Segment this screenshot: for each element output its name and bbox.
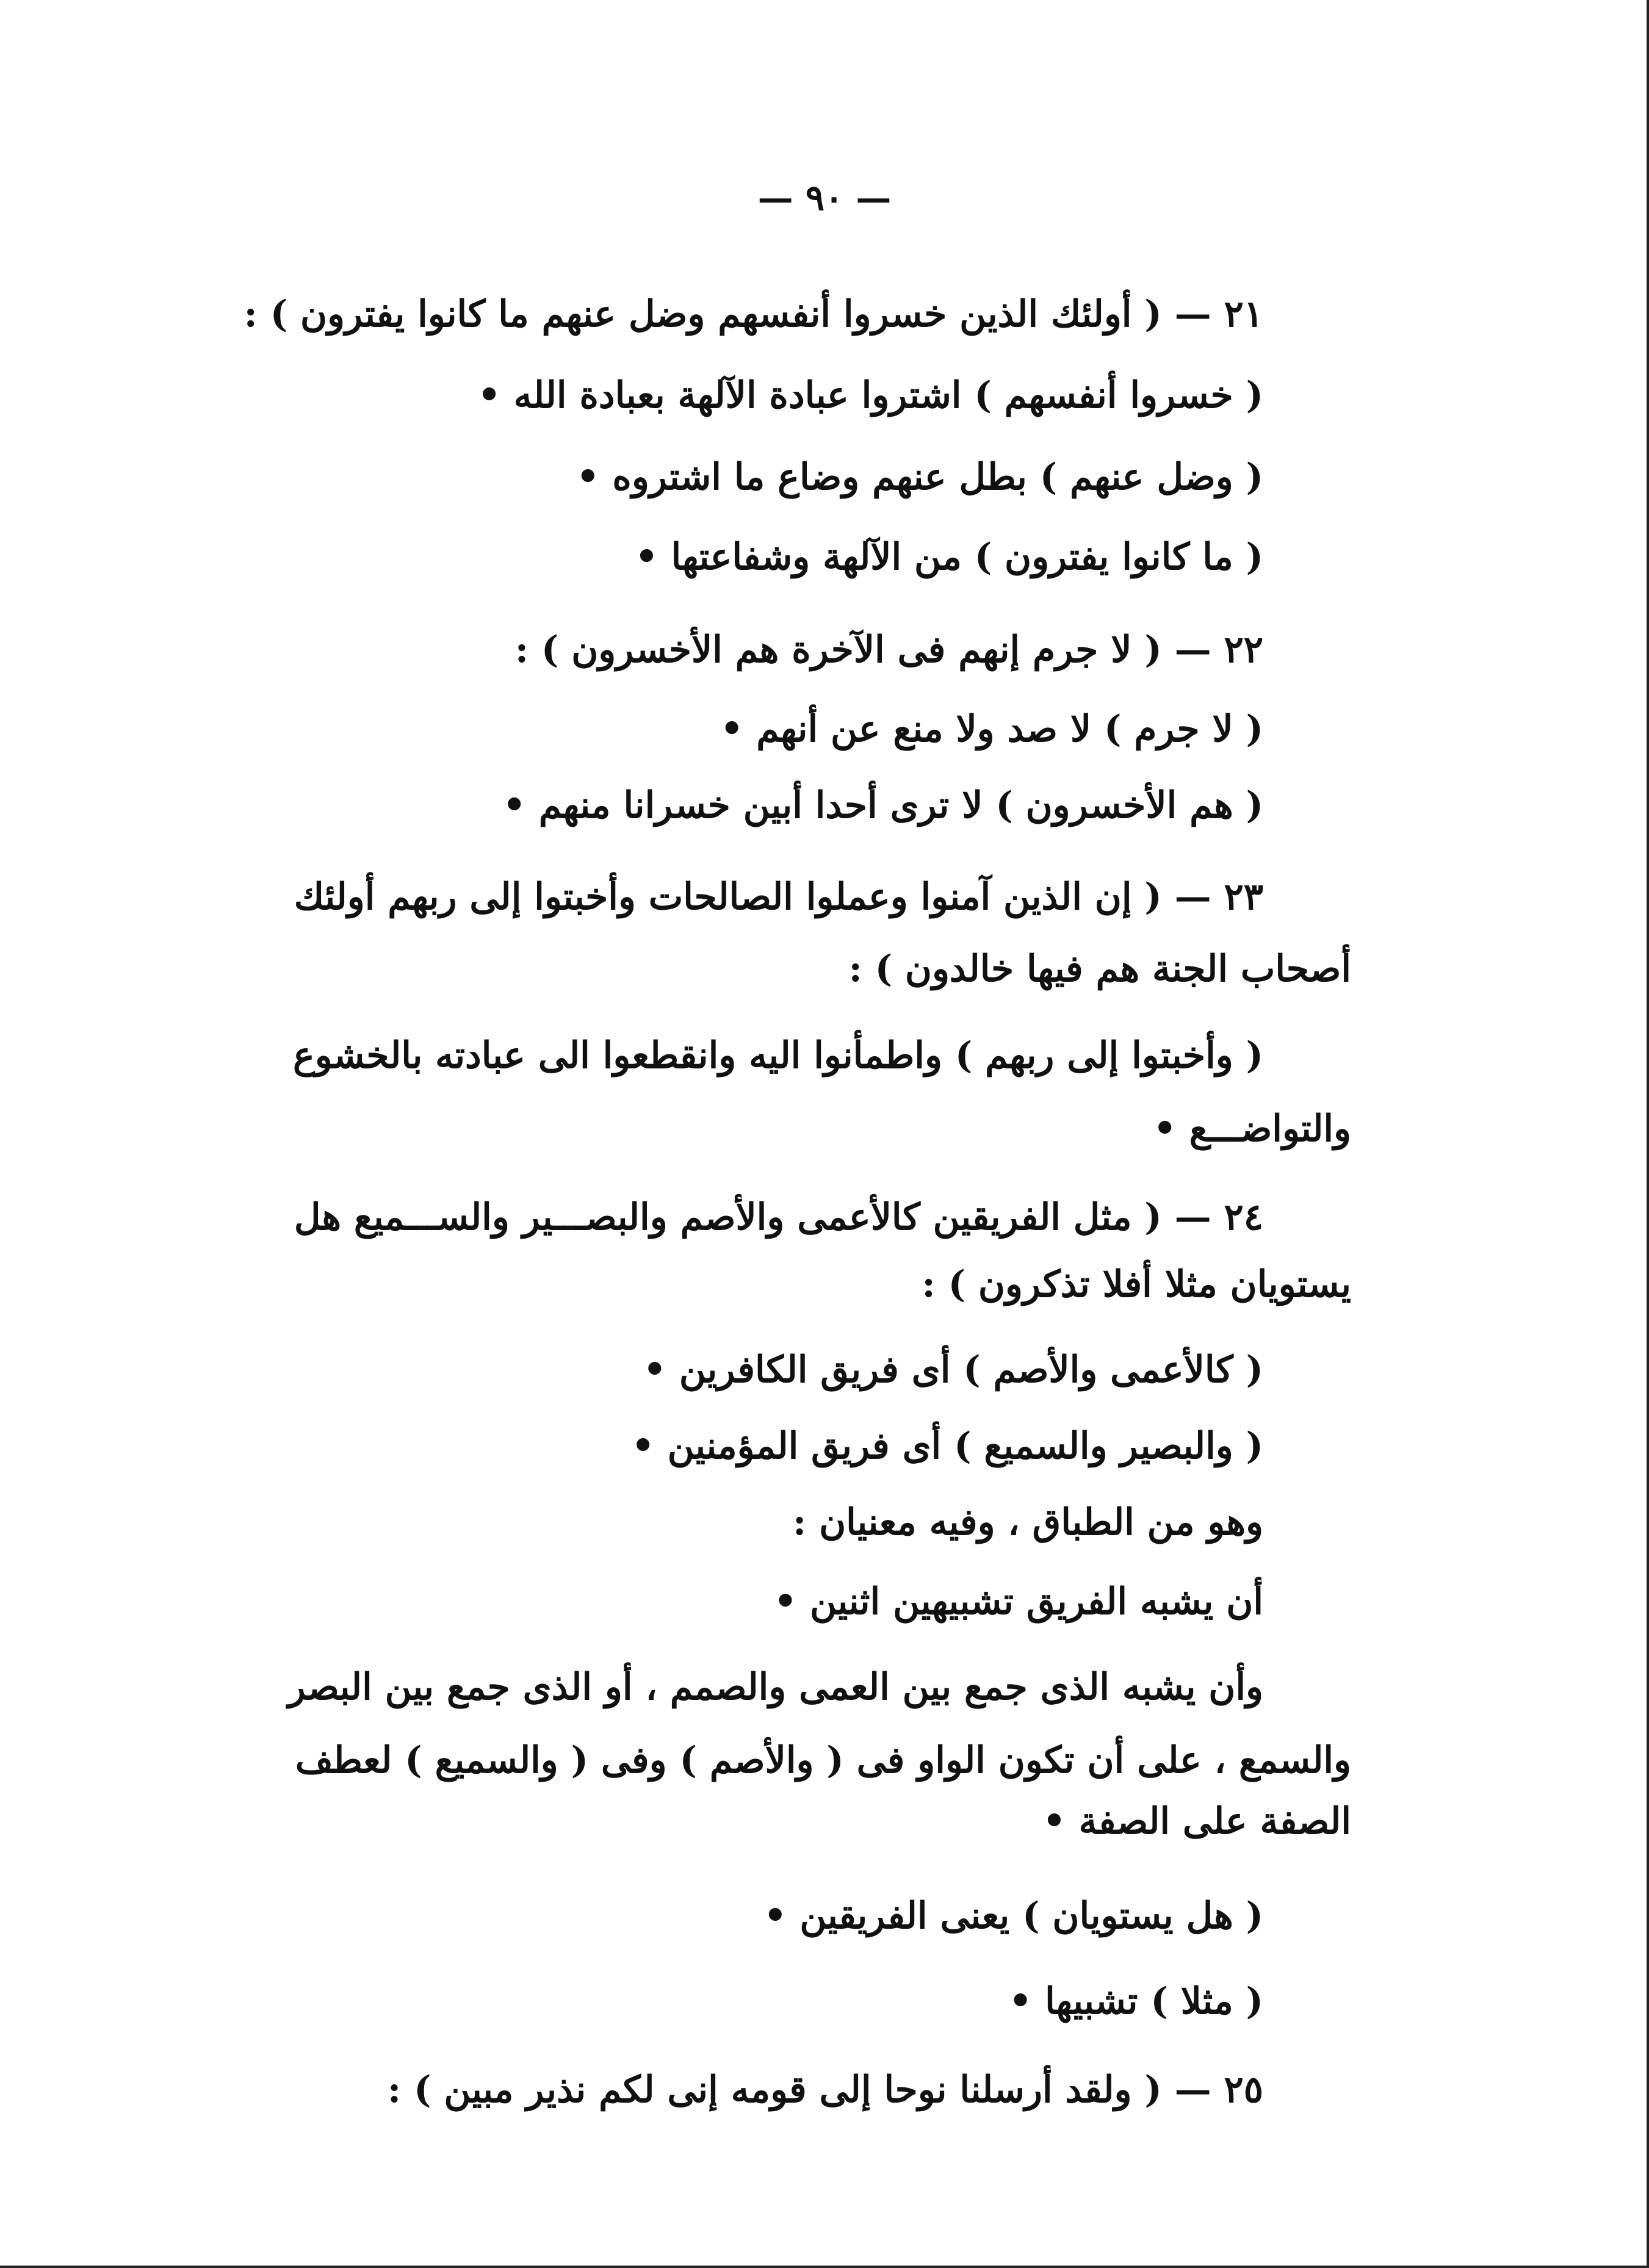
verse-21-line: ٢١ — ( أولئك الذين خسروا أنفسهم وضل عنهم ما كانوا يفترون ) :	[244, 293, 1263, 336]
gloss-line: ( ما كانوا يفترون ) من الآلهة وشفاعتها •	[635, 536, 1263, 578]
commentary-line: وأن يشبه الذى جمع بين العمى والصمم ، أو الذى جمع بين البصر	[287, 1666, 1263, 1708]
verse-24-continuation: يستويان مثلا أفلا تذكرون ) :	[922, 1263, 1351, 1306]
verse-24-line: ٢٤ — ( مثل الفريقين كالأعمى والأصم والبصـــير والســـميع هل	[294, 1196, 1263, 1239]
gloss-line: ( والبصير والسميع ) أى فريق المؤمنين •	[631, 1425, 1263, 1467]
commentary-line: وهو من الطباق ، وفيه معنيان :	[793, 1501, 1263, 1544]
gloss-line: ( هل يستويان ) يعنى الفريقين •	[763, 1895, 1263, 1937]
gloss-line: ( كالأعمى والأصم ) أى فريق الكافرين •	[643, 1348, 1263, 1391]
gloss-line: ( لا جرم ) لا صد ولا منع عن أنهم •	[720, 708, 1263, 751]
verse-23-continuation: أصحاب الجنة هم فيها خالدون ) :	[848, 948, 1351, 990]
gloss-line: ( وأخبتوا إلى ربهم ) واطمأنوا اليه وانقطعوا الى عبادته بالخشوع	[292, 1034, 1263, 1077]
gloss-line: ( هم الأخسرون ) لا ترى أحدا أبين خسرانا منهم •	[502, 784, 1263, 827]
gloss-line: ( خسروا أنفسهم ) اشتروا عبادة الآلهة بعبادة الله •	[477, 374, 1263, 417]
gloss-line: ( مثلا ) تشبيها •	[1008, 1980, 1263, 2023]
commentary-continuation: والسمع ، على أن تكون الواو فى ( والأصم ) وفى ( والسميع ) لعطف	[295, 1739, 1351, 1782]
commentary-line: أن يشبه الفريق تشبيهين اثنين •	[773, 1580, 1263, 1623]
page-number: — ٩٠ —	[757, 177, 892, 218]
gloss-line: ( وضل عنهم ) بطل عنهم وضاع ما اشتروه •	[576, 456, 1263, 499]
verse-25-line: ٢٥ — ( ولقد أرسلنا نوحا إلى قومه إنى لكم نذير مبين ) :	[388, 2068, 1263, 2111]
commentary-continuation: الصفة على الصفة •	[1042, 1800, 1351, 1843]
gloss-continuation: والتواضـــع •	[1153, 1107, 1351, 1150]
verse-23-line: ٢٣ — ( إن الذين آمنوا وعملوا الصالحات وأخبتوا إلى ربهم أولئك	[294, 876, 1263, 918]
verse-22-line: ٢٢ — ( لا جرم إنهم فى الآخرة هم الأخسرون ) :	[514, 628, 1263, 671]
